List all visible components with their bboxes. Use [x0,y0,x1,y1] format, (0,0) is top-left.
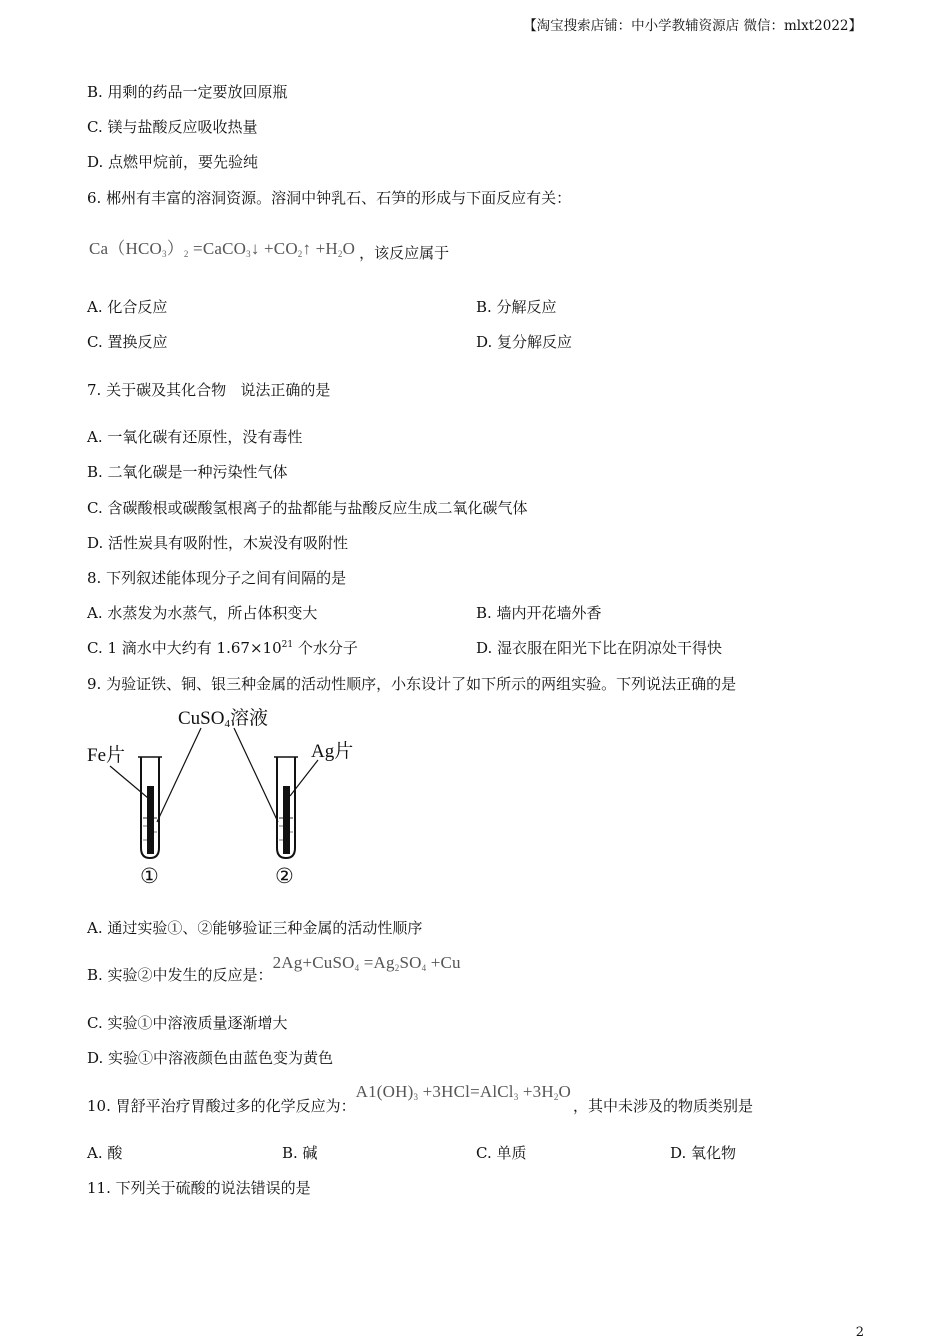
q10-option-b[interactable]: B. 碱 [282,1144,318,1162]
q5-option-c[interactable]: C. 镁与盐酸反应吸收热量 [87,118,258,136]
ag-strip [283,786,290,854]
q10-option-d[interactable]: D. 氧化物 [670,1144,737,1162]
q6-stem: 6. 郴州有丰富的溶洞资源。溶洞中钟乳石、石笋的形成与下面反应有关： [87,189,572,207]
q10-option-c[interactable]: C. 单质 [476,1144,527,1162]
q11-stem: 11. 下列关于硫酸的说法错误的是 [87,1179,311,1197]
figure-label-fe: Fe片 [87,745,126,766]
fe-strip [147,786,154,854]
figure-label-cuso4: CuSO$_4$溶液 [178,708,268,730]
test-tube-2 [274,757,298,858]
page-header: 【淘宝搜索店铺：中小学教辅资源店 微信：mlxt2022】 [523,18,862,34]
q5-option-d[interactable]: D. 点燃甲烷前，要先验纯 [87,153,259,171]
q6-option-a[interactable]: A. 化合反应 [87,298,168,316]
q10-option-a[interactable]: A. 酸 [87,1144,123,1162]
q7-option-a[interactable]: A. 一氧化碳有还原性，没有毒性 [87,428,303,446]
q6-option-b[interactable]: B. 分解反应 [476,298,557,316]
q7-stem: 7. 关于碳及其化合物 说法正确的是 [87,381,331,399]
q9-option-d[interactable]: D. 实验①中溶液颜色由蓝色变为黄色 [87,1049,334,1067]
q7-option-b[interactable]: B. 二氧化碳是一种污染性气体 [87,463,288,481]
q8-option-b[interactable]: B. 墙内开花墙外香 [476,604,602,622]
q9-option-a[interactable]: A. 通过实验①、②能够验证三种金属的活动性顺序 [87,919,423,937]
q10-equation: $A1(OH)_3$ +3HCl=AlCl$_3$ $+3H_2O$ [355,1082,572,1102]
test-tube-1 [138,757,162,858]
q9-option-b-equation: 2Ag+CuSO$_4$ $=Ag_2SO_4 +Cu$ [272,953,461,973]
q6-equation-line [89,234,450,262]
q9-option-b[interactable] [87,952,461,984]
page-number: 2 [855,1325,864,1340]
q8-stem: 8. 下列叙述能体现分子之间有间隔的是 [87,569,347,587]
q5-option-b[interactable]: B. 用剩的药品一定要放回原瓶 [87,83,288,101]
q9-option-b-label: B. 实验②中发生的反应是： [87,966,273,984]
q6-equation-tail: ，该反应属于 [359,244,450,262]
figure-label-tube-2: ② [275,864,294,888]
q9-option-c[interactable]: C. 实验①中溶液质量逐渐增大 [87,1014,288,1032]
figure-label-tube-1: ① [140,864,159,888]
q8-option-d[interactable]: D. 湿衣服在阳光下比在阴凉处干得快 [476,639,723,657]
q7-option-d[interactable]: D. 活性炭具有吸附性，木炭没有吸附性 [87,534,349,552]
q8-option-a[interactable]: A. 水蒸发为水蒸气，所占体积变大 [87,604,318,622]
q6-option-c[interactable]: C. 置换反应 [87,333,168,351]
solution-leader-line-2 [234,728,278,822]
q7-option-c[interactable]: C. 含碳酸根或碳酸氢根离子的盐都能与盐酸反应生成二氧化碳气体 [87,499,528,517]
q8-option-c[interactable]: C. 1 滴水中大约有 $1.67\times 10^{21}$ 个水分子 [87,639,358,657]
q10-stem-line [87,1081,754,1115]
q9-experiment-figure [84,700,384,895]
q6-option-d[interactable]: D. 复分解反应 [476,333,573,351]
q10-stem-tail: ，其中未涉及的物质类别是 [573,1097,754,1115]
q10-stem: 10. 胃舒平治疗胃酸过多的化学反应为： [87,1097,356,1115]
q9-stem: 9. 为验证铁、铜、银三种金属的活动性顺序，小东设计了如下所示的两组实验。下列说法正确的是 [87,675,737,693]
solution-leader-line-1 [157,728,201,822]
figure-label-ag: Ag片 [311,741,354,762]
q6-equation: $Ca(HCO_3)_2$ =CaCO$_3$↓ $+CO_2↑ +H_2O$ [89,239,356,259]
fe-leader-line [110,766,148,798]
